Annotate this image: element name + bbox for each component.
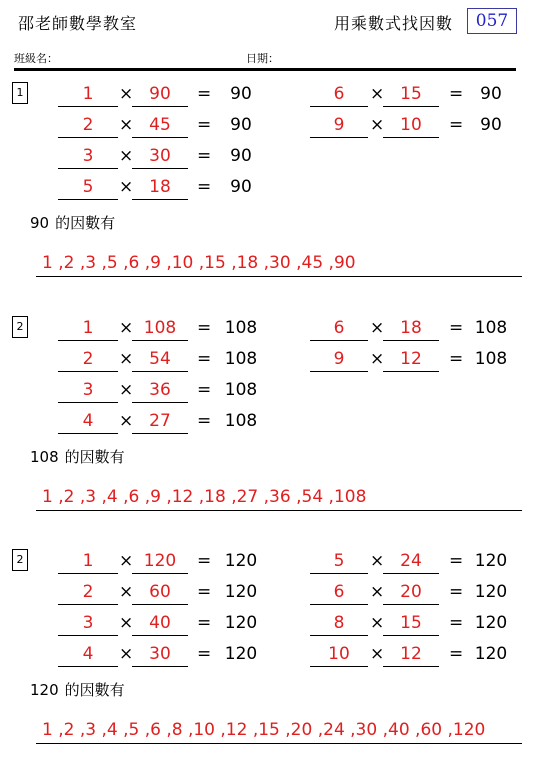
- factor-a: 3: [58, 378, 118, 403]
- factor-a: 4: [58, 409, 118, 434]
- equals-sign: =: [197, 84, 212, 104]
- times-sign: ×: [370, 582, 385, 602]
- factor-a: 2: [58, 347, 118, 372]
- product-value: 120: [224, 551, 258, 571]
- factor-a: 1: [58, 82, 118, 107]
- product-value: 120: [474, 644, 508, 664]
- product-value: 108: [224, 380, 258, 400]
- factor-b: 27: [132, 409, 188, 434]
- product-value: 108: [224, 411, 258, 431]
- factor-b: 60: [132, 580, 188, 605]
- description-suffix: 的因數有: [64, 681, 125, 699]
- product-value: 120: [474, 582, 508, 602]
- target-number: 90: [30, 214, 50, 232]
- equals-sign: =: [449, 84, 464, 104]
- factor-b: 108: [132, 316, 188, 341]
- product-value: 90: [230, 115, 252, 135]
- factors-description: [30, 679, 125, 700]
- equals-sign: =: [197, 411, 212, 431]
- worksheet-code: 057: [467, 8, 517, 34]
- equals-sign: =: [449, 318, 464, 338]
- factor-a: 6: [310, 580, 368, 605]
- product-value: 108: [224, 318, 258, 338]
- equals-sign: =: [449, 613, 464, 633]
- date-label: 日期：: [246, 52, 279, 65]
- times-sign: ×: [119, 411, 134, 431]
- product-value: 120: [474, 551, 508, 571]
- times-sign: ×: [119, 146, 134, 166]
- times-sign: ×: [119, 582, 134, 602]
- product-value: 120: [474, 613, 508, 633]
- times-sign: ×: [370, 115, 385, 135]
- factor-b: 90: [132, 82, 188, 107]
- class-name-label: 班級名：: [14, 52, 58, 65]
- factor-a: 5: [58, 175, 118, 200]
- factor-b: 24: [383, 549, 439, 574]
- factor-a: 4: [58, 642, 118, 667]
- product-value: 90: [230, 146, 252, 166]
- product-value: 90: [480, 84, 502, 104]
- product-value: 90: [230, 84, 252, 104]
- equals-sign: =: [197, 349, 212, 369]
- factor-a: 2: [58, 113, 118, 138]
- equals-sign: =: [197, 644, 212, 664]
- factor-b: 54: [132, 347, 188, 372]
- equals-sign: =: [449, 551, 464, 571]
- page-title: 邵老師數學教室: [18, 14, 138, 33]
- product-value: 120: [224, 644, 258, 664]
- factor-b: 15: [383, 611, 439, 636]
- factor-b: 30: [132, 144, 188, 169]
- equals-sign: =: [197, 177, 212, 197]
- times-sign: ×: [119, 318, 134, 338]
- factors-list: 1 ,2 ,3 ,4 ,5 ,6 ,8 ,10 ,12 ,15 ,20 ,24 ,30 ,40 ,60 ,120: [36, 719, 522, 744]
- times-sign: ×: [119, 644, 134, 664]
- factors-list: 1 ,2 ,3 ,4 ,6 ,9 ,12 ,18 ,27 ,36 ,54 ,108: [36, 486, 522, 511]
- times-sign: ×: [370, 551, 385, 571]
- factor-a: 6: [310, 316, 368, 341]
- equals-sign: =: [197, 582, 212, 602]
- factor-a: 5: [310, 549, 368, 574]
- factor-a: 9: [310, 347, 368, 372]
- times-sign: ×: [119, 613, 134, 633]
- product-value: 108: [474, 318, 508, 338]
- factor-b: 12: [383, 347, 439, 372]
- times-sign: ×: [119, 349, 134, 369]
- factor-b: 15: [383, 82, 439, 107]
- factor-a: 6: [310, 82, 368, 107]
- equals-sign: =: [197, 551, 212, 571]
- description-suffix: 的因數有: [55, 214, 116, 232]
- equals-sign: =: [197, 146, 212, 166]
- factor-a: 1: [58, 549, 118, 574]
- description-suffix: 的因數有: [64, 448, 125, 466]
- times-sign: ×: [119, 380, 134, 400]
- product-value: 120: [224, 582, 258, 602]
- equals-sign: =: [449, 644, 464, 664]
- times-sign: ×: [370, 84, 385, 104]
- equals-sign: =: [449, 115, 464, 135]
- problem-number: 2: [12, 549, 28, 571]
- factor-b: 30: [132, 642, 188, 667]
- product-value: 90: [230, 177, 252, 197]
- times-sign: ×: [119, 551, 134, 571]
- worksheet-title: 用乘數式找因數: [334, 14, 454, 33]
- product-value: 90: [480, 115, 502, 135]
- factors-list: 1 ,2 ,3 ,5 ,6 ,9 ,10 ,15 ,18 ,30 ,45 ,90: [36, 252, 522, 277]
- times-sign: ×: [370, 644, 385, 664]
- times-sign: ×: [370, 349, 385, 369]
- product-value: 108: [224, 349, 258, 369]
- problem-number: 2: [12, 316, 28, 338]
- product-value: 120: [224, 613, 258, 633]
- factor-b: 10: [383, 113, 439, 138]
- equals-sign: =: [197, 380, 212, 400]
- equals-sign: =: [449, 582, 464, 602]
- product-value: 108: [474, 349, 508, 369]
- times-sign: ×: [119, 115, 134, 135]
- target-number: 108: [30, 448, 59, 466]
- factor-b: 40: [132, 611, 188, 636]
- factor-a: 2: [58, 580, 118, 605]
- times-sign: ×: [119, 177, 134, 197]
- header-divider: [14, 68, 516, 71]
- factor-b: 120: [132, 549, 188, 574]
- factor-b: 18: [132, 175, 188, 200]
- problem-number: 1: [12, 82, 28, 104]
- factors-description: [30, 212, 115, 233]
- equals-sign: =: [197, 115, 212, 135]
- equals-sign: =: [197, 318, 212, 338]
- times-sign: ×: [370, 613, 385, 633]
- equals-sign: =: [449, 349, 464, 369]
- factor-a: 8: [310, 611, 368, 636]
- factor-b: 18: [383, 316, 439, 341]
- factor-a: 9: [310, 113, 368, 138]
- equals-sign: =: [197, 613, 212, 633]
- times-sign: ×: [370, 318, 385, 338]
- factors-description: [30, 446, 125, 467]
- times-sign: ×: [119, 84, 134, 104]
- target-number: 120: [30, 681, 59, 699]
- factor-a: 1: [58, 316, 118, 341]
- factor-a: 10: [310, 642, 368, 667]
- factor-b: 20: [383, 580, 439, 605]
- factor-b: 12: [383, 642, 439, 667]
- factor-b: 45: [132, 113, 188, 138]
- factor-a: 3: [58, 144, 118, 169]
- factor-b: 36: [132, 378, 188, 403]
- factor-a: 3: [58, 611, 118, 636]
